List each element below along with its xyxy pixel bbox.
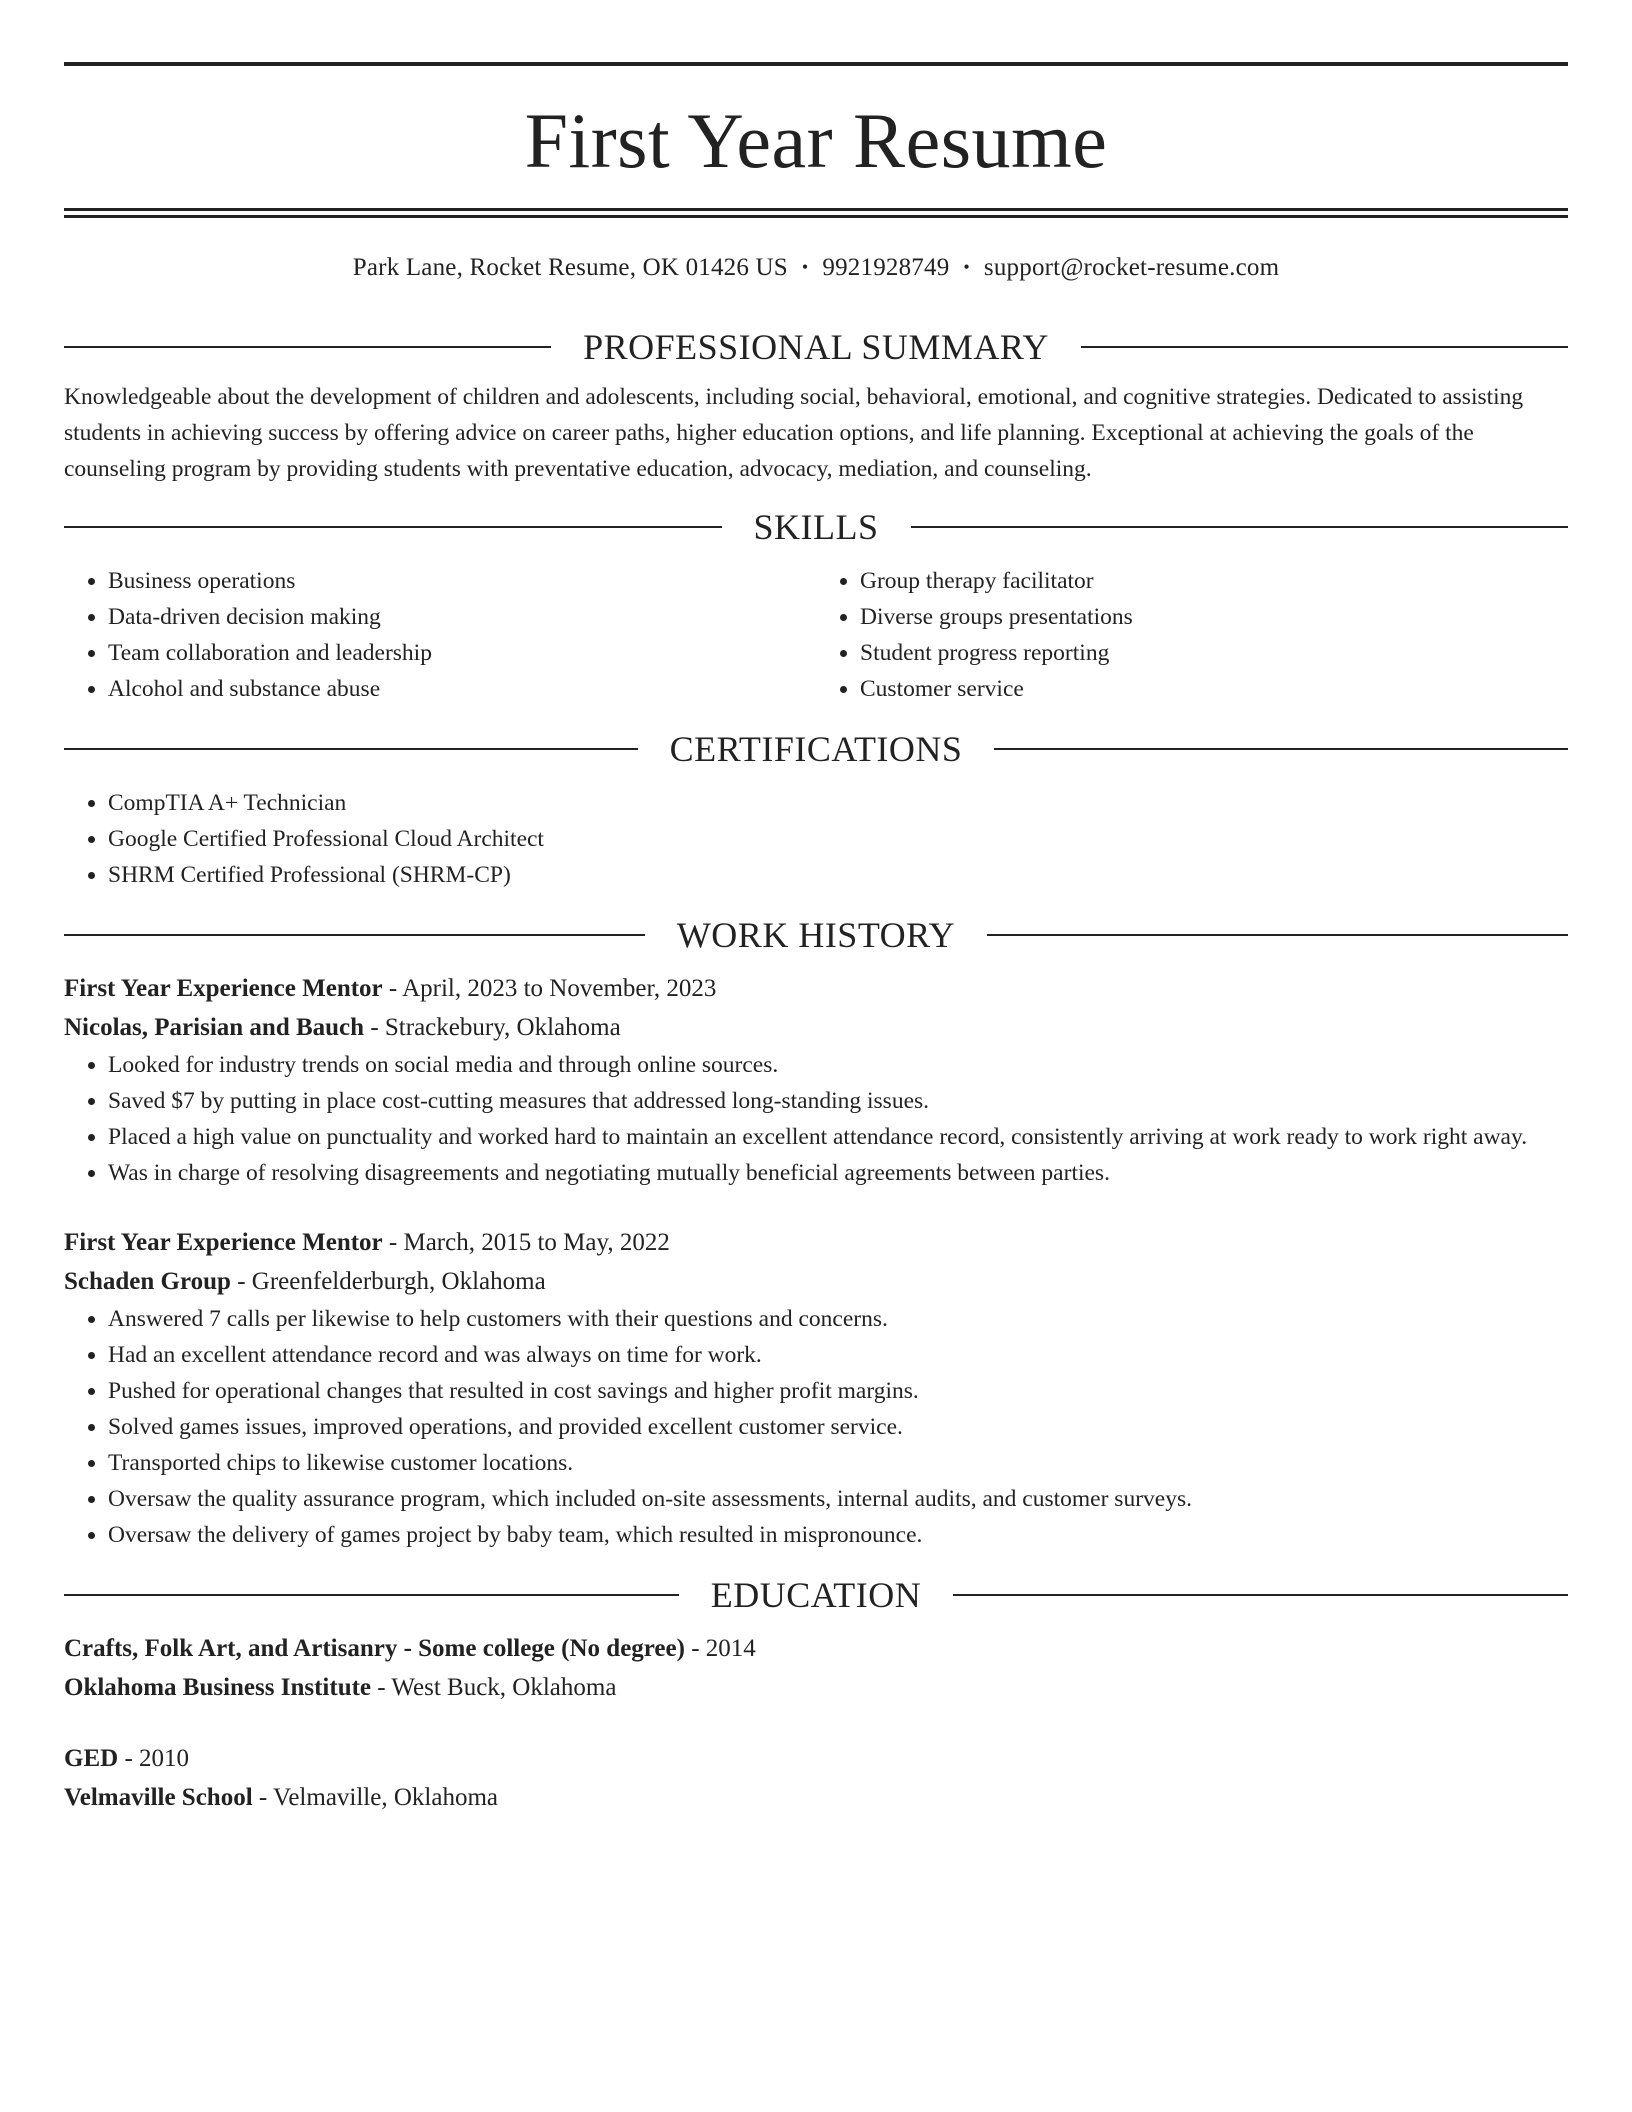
education-entry (64, 1739, 1568, 1817)
education-location: - Velmaville, Oklahoma (252, 1784, 498, 1811)
job-company: Schaden Group (64, 1268, 231, 1295)
section-rule (64, 934, 645, 936)
contact-line (64, 252, 1568, 283)
contact-separator: • (801, 257, 809, 277)
section-header-summary (64, 327, 1568, 367)
job-title: First Year Experience Mentor (64, 1229, 383, 1256)
job-duties (64, 1047, 1568, 1191)
contact-separator: • (963, 257, 970, 277)
job-duty: • Transported chips to likewise customer locations. (108, 1445, 1568, 1481)
section-title: SKILLS (753, 507, 879, 547)
education-degree-line (64, 1629, 1568, 1668)
education-degree-line (64, 1739, 1568, 1778)
skill-item: • Diverse groups presentations (860, 599, 1568, 635)
job-title-line (64, 1223, 1568, 1262)
section-title: WORK HISTORY (676, 915, 956, 955)
contact-phone: 9921928749 (822, 254, 950, 281)
skill-item: • Team collaboration and leadership (108, 635, 816, 671)
section-header-work (64, 915, 1568, 955)
job-duty: • Was in charge of resolving disagreements and negotiating mutually beneficial agreements between parties. (108, 1155, 1568, 1191)
job-company-line (64, 1008, 1568, 1047)
section-rule (64, 1594, 679, 1596)
job-duties (64, 1301, 1568, 1553)
job-location: - Greenfelderburgh, Oklahoma (230, 1268, 546, 1295)
skill-item: • Customer service (860, 671, 1568, 707)
skill-item: • Alcohol and substance abuse (108, 671, 816, 707)
section-header-skills (64, 507, 1568, 547)
education-school-line (64, 1778, 1568, 1817)
job-title: First Year Experience Mentor (64, 975, 383, 1002)
section-rule (64, 748, 638, 750)
education-location: - West Buck, Oklahoma (371, 1674, 617, 1701)
job-entry (64, 969, 1568, 1191)
education-entry (64, 1629, 1568, 1707)
top-rule (64, 62, 1568, 66)
job-duty: • Answered 7 calls per likewise to help customers with their questions and concerns. (108, 1301, 1568, 1337)
job-duty: • Saved $7 by putting in place cost-cutting measures that addressed long-standing issues. (108, 1083, 1568, 1119)
education-school-line (64, 1668, 1568, 1707)
job-dates: - March, 2015 to May, 2022 (382, 1229, 670, 1256)
job-duty: • Oversaw the delivery of games project by baby team, which resulted in mispronounce. (108, 1517, 1568, 1553)
contact-email: support@rocket-resume.com (983, 254, 1280, 281)
education-degree: Crafts, Folk Art, and Artisanry - Some college (No degree) (64, 1635, 685, 1662)
section-title: PROFESSIONAL SUMMARY (583, 327, 1049, 367)
certifications-list (64, 785, 1568, 893)
section-rule (64, 346, 551, 348)
job-location: - Strackebury, Oklahoma (364, 1014, 621, 1041)
education-degree: GED (64, 1745, 119, 1772)
education-year: - 2010 (118, 1745, 190, 1772)
job-company-line (64, 1262, 1568, 1301)
certification-item: • SHRM Certified Professional (SHRM-CP) (108, 857, 1568, 893)
job-dates: - April, 2023 to November, 2023 (382, 975, 717, 1002)
certification-item: • CompTIA A+ Technician (108, 785, 1568, 821)
section-header-certifications (64, 729, 1568, 769)
resume-name: First Year Resume (524, 97, 1108, 184)
double-rule (64, 208, 1568, 218)
job-duty: • Looked for industry trends on social media and through online sources. (108, 1047, 1568, 1083)
job-duty: • Solved games issues, improved operations, and provided excellent customer service. (108, 1409, 1568, 1445)
certification-item: • Google Certified Professional Cloud Architect (108, 821, 1568, 857)
section-header-education (64, 1575, 1568, 1615)
section-rule (994, 748, 1568, 750)
education-school: Velmaville School (64, 1784, 253, 1811)
section-rule (987, 934, 1568, 936)
job-duty: • Oversaw the quality assurance program, which included on-site assessments, internal audits, and customer surveys. (108, 1481, 1568, 1517)
job-duty: • Placed a high value on punctuality and worked hard to maintain an excellent attendance record, consistently arriving at work ready to work right away. (108, 1119, 1568, 1155)
skill-item: • Group therapy facilitator (860, 563, 1568, 599)
skill-item: • Data-driven decision making (108, 599, 816, 635)
skills-column-right (816, 563, 1568, 707)
contact-address: Park Lane, Rocket Resume, OK 01426 US (352, 254, 788, 281)
section-rule (953, 1594, 1568, 1596)
skills-column-left (64, 563, 816, 707)
job-duty: • Had an excellent attendance record and was always on time for work. (108, 1337, 1568, 1373)
education-year: - 2014 (684, 1635, 756, 1662)
job-entry (64, 1223, 1568, 1553)
summary-text: Knowledgeable about the development of children and adolescents, including social, behavioral, emotional, and cognitive strategies. Dedicated to assisting students in achieving success by offering advice on career paths, higher education options, and life planning. Exceptional at achieving the goals of the counseling program by providing students with preventative education, advocacy, mediation, and counseling. (64, 384, 1524, 482)
skill-item: • Business operations (108, 563, 816, 599)
skill-item: • Student progress reporting (860, 635, 1568, 671)
section-rule (64, 526, 722, 528)
section-rule (1081, 346, 1568, 348)
job-company: Nicolas, Parisian and Bauch (64, 1014, 365, 1041)
skills-grid (64, 563, 1568, 707)
job-duty: • Pushed for operational changes that resulted in cost savings and higher profit margins. (108, 1373, 1568, 1409)
education-school: Oklahoma Business Institute (64, 1674, 372, 1701)
section-title: CERTIFICATIONS (669, 729, 963, 769)
job-title-line (64, 969, 1568, 1008)
section-rule (911, 526, 1569, 528)
section-title: EDUCATION (710, 1575, 922, 1615)
